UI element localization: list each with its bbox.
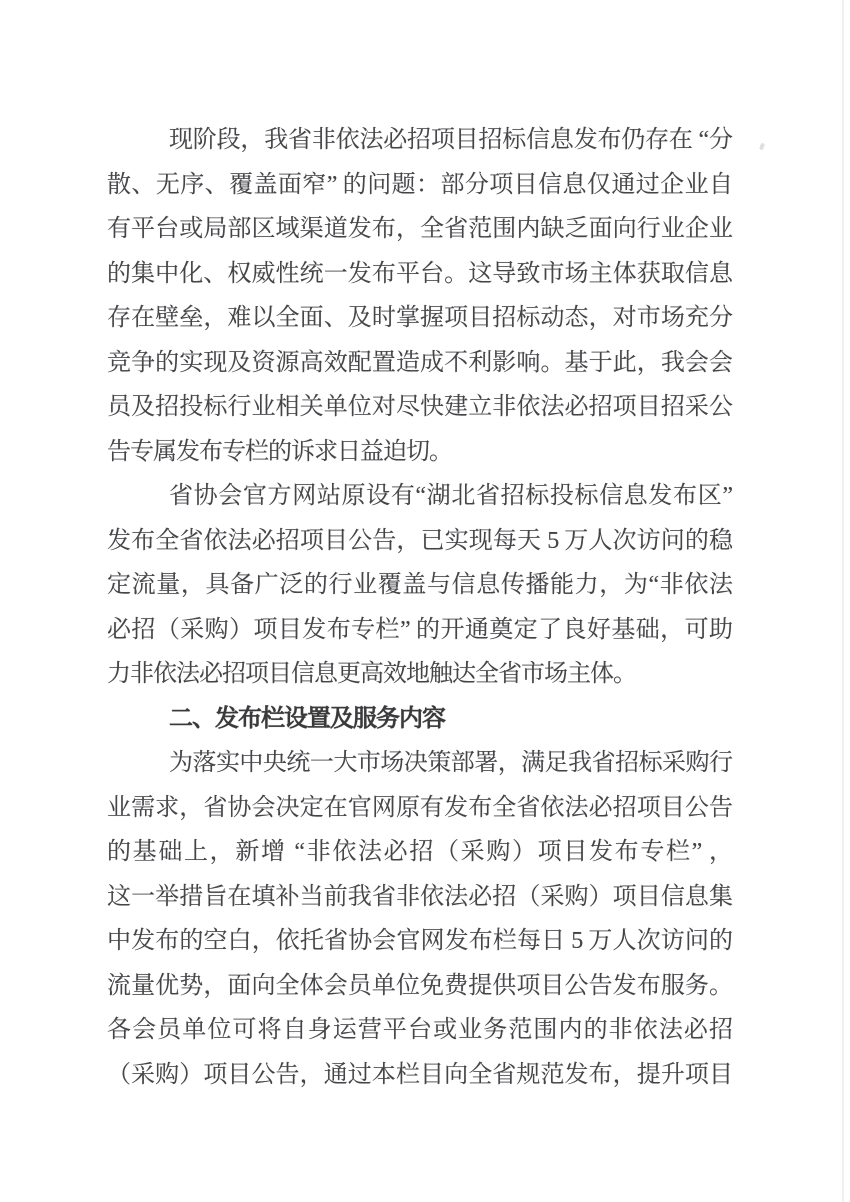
text-line: 的基础上，新增 “非依法必招（采购）项目发布专栏” ， xyxy=(107,839,732,865)
text-line: 的集中化、权威性统一发布平台。这导致市场主体获取信息 xyxy=(107,260,732,287)
text-line: 告专属发布专栏的诉求日益迫切。 xyxy=(107,438,452,465)
scan-streak-artifact xyxy=(842,0,844,1202)
text-line: 中发布的空白，依托省协会官网发布栏每日 5 万人次访问的 xyxy=(107,928,732,954)
text-line: 这一举措旨在填补当前我省非依法必招（采购）项目信息集 xyxy=(107,883,732,910)
text-line: 发布全省依法必招项目公告，已实现每天 5 万人次访问的稳 xyxy=(107,527,732,554)
section-heading: 二、发布栏设置及服务内容 xyxy=(169,705,445,732)
text-line: 必招（采购）项目发布专栏” 的开通奠定了良好基础，可助 xyxy=(107,616,732,643)
text-line: 有平台或局部区域渠道发布，全省范围内缺乏面向行业企业 xyxy=(107,216,732,242)
text-line: 为落实中央统一大市场决策部署，满足我省招标采购行 xyxy=(169,750,732,776)
text-line: 力非依法必招项目信息更高效地触达全省市场主体。 xyxy=(107,661,636,687)
text-line: 定流量，具备广泛的行业覆盖与信息传播能力，为“非依法 xyxy=(107,572,732,598)
text-line: 存在壁垒，难以全面、及时掌握项目招标动态，对市场充分 xyxy=(107,305,732,331)
scan-speck-artifact xyxy=(759,143,765,151)
text-line: 员及招投标行业相关单位对尽快建立非依法必招项目招采公 xyxy=(107,394,732,420)
text-line: （采购）项目公告，通过本栏目向全省规范发布，提升项目 xyxy=(107,1061,732,1088)
text-block xyxy=(107,118,732,1097)
text-line: 现阶段，我省非依法必招项目招标信息发布仍存在 “分 xyxy=(169,127,732,153)
text-line: 散、无序、覆盖面窄” 的问题：部分项目信息仅通过企业自 xyxy=(107,171,732,198)
text-line: 业需求，省协会决定在官网原有发布全省依法必招项目公告 xyxy=(107,794,732,821)
text-line: 各会员单位可将自身运营平台或业务范围内的非依法必招 xyxy=(107,1017,732,1043)
text-line: 流量优势，面向全体会员单位免费提供项目公告发布服务。 xyxy=(107,972,732,999)
text-line: 省协会官方网站原设有“湖北省招标投标信息发布区” xyxy=(169,483,732,509)
text-line: 竞争的实现及资源高效配置造成不利影响。基于此，我会会 xyxy=(107,349,732,376)
